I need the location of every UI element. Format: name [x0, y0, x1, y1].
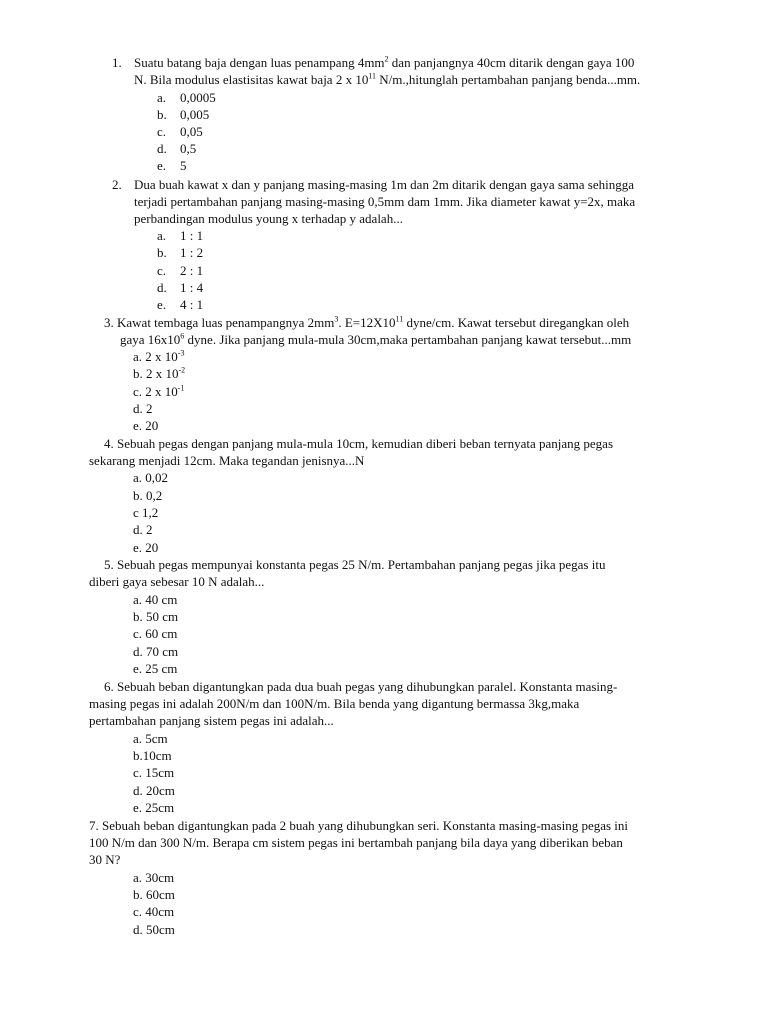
q2-option-b: 1 : 2 — [180, 245, 204, 260]
q3-option-b: b. 2 x $10^{-2}$ — [133, 365, 186, 381]
q2-option-e: 4 : 1 — [180, 297, 204, 312]
q1-line-2: N. Bila modulus elastisitas kawat baja 2 x $10^{11}$ N/m.,hitunglah pertambahan panjang benda...mm. — [134, 71, 641, 87]
q5-option-a: a. 40 cm — [133, 592, 178, 607]
q3-line-2: gaya $16x10^6$ dyne. Jika panjang mula-mula 30cm,maka pertambahan panjang kawat tersebut...mm — [120, 331, 632, 347]
q2-option-b-letter: b. — [157, 245, 167, 260]
q1-option-c-letter: c. — [157, 124, 167, 139]
q2-line-3: perbandingan modulus young x terhadap y adalah... — [134, 211, 403, 226]
q1-option-e: 5 — [180, 158, 187, 173]
q3-option-e: e. 20 — [133, 418, 159, 433]
q6-option-a: a. 5cm — [133, 731, 168, 746]
q2-option-e-letter: e. — [157, 297, 167, 312]
q1-line-1: Suatu batang baja dengan luas penampang $4mm^2$ dan panjangnya 40cm ditarik dengan gaya 100 — [134, 54, 635, 70]
q6-option-e: e. 25cm — [133, 800, 175, 815]
q6-line-1: 6. Sebuah beban digantungkan pada dua buah pegas yang dihubungkan paralel. Konstanta masing- — [104, 679, 618, 694]
q4-option-b: b. 0,2 — [133, 488, 163, 503]
q6-option-d: d. 20cm — [133, 783, 175, 798]
q5-line-2: diberi gaya sebesar 10 N adalah... — [89, 574, 265, 589]
q3-option-d: d. 2 — [133, 401, 153, 416]
q1-option-e-letter: e. — [157, 158, 167, 173]
q5-option-e: e. 25 cm — [133, 661, 178, 676]
q7-line-2: 100 N/m dan 300 N/m. Berapa cm sistem pegas ini bertambah panjang bila daya yang diberikan beban — [89, 835, 623, 850]
q1-option-c: 0,05 — [180, 124, 203, 139]
q6-option-c: c. 15cm — [133, 765, 175, 780]
q2-number: 2. — [112, 177, 122, 192]
q7-line-1: 7. Sebuah beban digantungkan pada 2 buah yang dihubungkan seri. Konstanta masing-masing pegas ini — [89, 818, 629, 833]
q6-line-2: masing pegas ini adalah 200N/m dan 100N/m. Bila benda yang digantung bermassa 3kg,maka — [89, 696, 580, 711]
q5-line-1: 5. Sebuah pegas mempunyai konstanta pegas 25 N/m. Pertambahan panjang pegas jika pegas itu — [104, 557, 606, 572]
q1-option-b-letter: b. — [157, 107, 167, 122]
q7-option-a: a. 30cm — [133, 870, 175, 885]
q1-option-b: 0,005 — [180, 107, 210, 122]
q2-option-a: 1 : 1 — [180, 228, 204, 243]
q2-option-a-letter: a. — [157, 228, 167, 243]
q4-line-2: sekarang menjadi 12cm. Maka tegandan jenisnya...N — [89, 453, 365, 468]
q5-option-c: c. 60 cm — [133, 626, 178, 641]
q2-line-2: terjadi pertambahan panjang masing-masing 0,5mm dam 1mm. Jika diameter kawat y=2x, maka — [134, 194, 636, 209]
q4-option-c: c 1,2 — [133, 505, 159, 520]
q4-line-1: 4. Sebuah pegas dengan panjang mula-mula 10cm, kemudian diberi beban ternyata panjang pegas — [104, 436, 613, 451]
q6-line-3: pertambahan panjang sistem pegas ini adalah... — [89, 713, 334, 728]
q2-option-d-letter: d. — [157, 280, 167, 295]
q1-option-a-letter: a. — [157, 90, 167, 105]
q1-number: 1. — [112, 55, 122, 70]
q7-line-3: 30 N? — [89, 852, 121, 867]
q4-option-d: d. 2 — [133, 522, 153, 537]
q4-option-e: e. 20 — [133, 540, 159, 555]
q7-option-c: c. 40cm — [133, 904, 175, 919]
q4-option-a: a. 0,02 — [133, 470, 169, 485]
q5-option-b: b. 50 cm — [133, 609, 179, 624]
q1-option-a: 0,0005 — [180, 90, 216, 105]
q5-option-d: d. 70 cm — [133, 644, 179, 659]
q1-option-d: 0,5 — [180, 141, 197, 156]
q2-line-1: Dua buah kawat x dan y panjang masing-masing 1m dan 2m ditarik dengan gaya sama sehingga — [134, 177, 635, 192]
q7-option-d: d. 50cm — [133, 922, 175, 937]
q3-line-1: 3. Kawat tembaga luas penampangnya $2mm^3$. $E=12X10^{11}$ dyne/cm. Kawat tersebut diregangkan oleh — [104, 314, 630, 330]
q3-option-c: c. 2 x $10^{-1}$ — [133, 383, 185, 399]
q3-option-a: a. 2 x $10^{-3}$ — [133, 348, 185, 364]
q2-option-d: 1 : 4 — [180, 280, 204, 295]
q6-option-b: b.10cm — [133, 748, 172, 763]
q2-option-c: 2 : 1 — [180, 263, 204, 278]
q7-option-b: b. 60cm — [133, 887, 175, 902]
q2-option-c-letter: c. — [157, 263, 167, 278]
q1-option-d-letter: d. — [157, 141, 167, 156]
